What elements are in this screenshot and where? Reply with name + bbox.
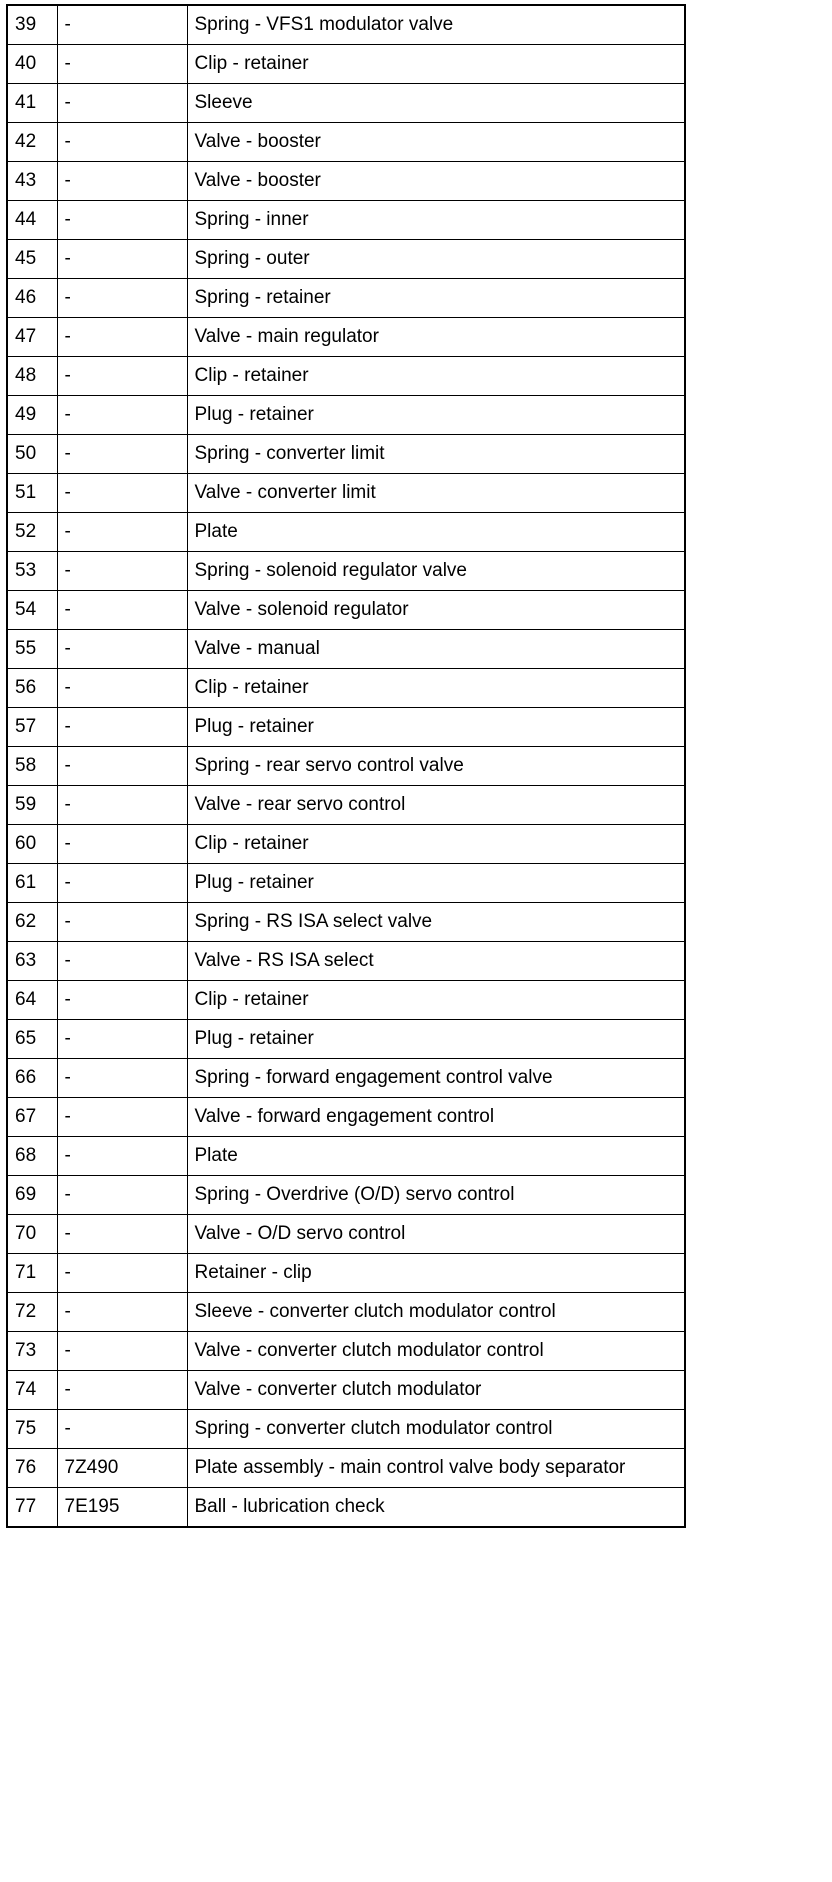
part-number-cell: - [57,864,187,903]
table-row [7,1488,685,1528]
item-number-cell: 40 [7,45,57,84]
table-row [7,1059,685,1098]
part-number-cell: - [57,1176,187,1215]
description-cell: Clip - retainer [187,669,685,708]
table-row [7,396,685,435]
part-number-cell: - [57,669,187,708]
item-number-cell: 60 [7,825,57,864]
item-number-cell: 61 [7,864,57,903]
item-number-cell: 65 [7,1020,57,1059]
description-cell: Spring - converter limit [187,435,685,474]
table-row [7,864,685,903]
description-cell: Spring - outer [187,240,685,279]
description-cell: Spring - Overdrive (O/D) servo control [187,1176,685,1215]
part-number-cell: - [57,279,187,318]
table-row [7,591,685,630]
item-number-cell: 59 [7,786,57,825]
table-row [7,981,685,1020]
part-number-cell: - [57,318,187,357]
description-cell: Sleeve [187,84,685,123]
description-cell: Clip - retainer [187,825,685,864]
item-number-cell: 58 [7,747,57,786]
table-row [7,1293,685,1332]
part-number-cell: - [57,1293,187,1332]
part-number-cell: - [57,513,187,552]
description-cell: Spring - rear servo control valve [187,747,685,786]
item-number-cell: 67 [7,1098,57,1137]
part-number-cell: - [57,45,187,84]
description-cell: Spring - solenoid regulator valve [187,552,685,591]
item-number-cell: 41 [7,84,57,123]
table-row [7,84,685,123]
table-row [7,1176,685,1215]
description-cell: Spring - converter clutch modulator control [187,1410,685,1449]
table-row [7,279,685,318]
part-number-cell: - [57,1254,187,1293]
description-cell: Spring - inner [187,201,685,240]
table-row [7,318,685,357]
table-row [7,123,685,162]
parts-table [6,4,686,1528]
table-row [7,825,685,864]
part-number-cell: - [57,5,187,45]
part-number-cell: - [57,786,187,825]
part-number-cell: - [57,474,187,513]
item-number-cell: 44 [7,201,57,240]
description-cell: Plug - retainer [187,396,685,435]
description-cell: Plug - retainer [187,1020,685,1059]
part-number-cell: - [57,1215,187,1254]
description-cell: Valve - main regulator [187,318,685,357]
part-number-cell: - [57,630,187,669]
table-row [7,45,685,84]
item-number-cell: 42 [7,123,57,162]
part-number-cell: - [57,1020,187,1059]
description-cell: Valve - booster [187,123,685,162]
part-number-cell: - [57,201,187,240]
description-cell: Plate [187,1137,685,1176]
part-number-cell: - [57,162,187,201]
item-number-cell: 47 [7,318,57,357]
table-row [7,513,685,552]
part-number-cell: - [57,240,187,279]
table-row [7,1020,685,1059]
description-cell: Spring - RS ISA select valve [187,903,685,942]
description-cell: Retainer - clip [187,1254,685,1293]
item-number-cell: 39 [7,5,57,45]
part-number-cell: - [57,396,187,435]
item-number-cell: 62 [7,903,57,942]
parts-table-body [7,5,685,1527]
table-row [7,1098,685,1137]
description-cell: Valve - booster [187,162,685,201]
item-number-cell: 64 [7,981,57,1020]
table-row [7,552,685,591]
description-cell: Clip - retainer [187,981,685,1020]
part-number-cell: - [57,1059,187,1098]
part-number-cell: - [57,591,187,630]
item-number-cell: 54 [7,591,57,630]
item-number-cell: 51 [7,474,57,513]
table-row [7,240,685,279]
item-number-cell: 70 [7,1215,57,1254]
description-cell: Clip - retainer [187,45,685,84]
item-number-cell: 72 [7,1293,57,1332]
item-number-cell: 50 [7,435,57,474]
part-number-cell: 7E195 [57,1488,187,1528]
description-cell: Valve - converter clutch modulator [187,1371,685,1410]
table-row [7,5,685,45]
part-number-cell: - [57,825,187,864]
table-row [7,942,685,981]
item-number-cell: 48 [7,357,57,396]
item-number-cell: 43 [7,162,57,201]
item-number-cell: 57 [7,708,57,747]
description-cell: Valve - forward engagement control [187,1098,685,1137]
table-row [7,1215,685,1254]
description-cell: Valve - O/D servo control [187,1215,685,1254]
description-cell: Valve - converter limit [187,474,685,513]
item-number-cell: 46 [7,279,57,318]
item-number-cell: 63 [7,942,57,981]
description-cell: Spring - VFS1 modulator valve [187,5,685,45]
item-number-cell: 55 [7,630,57,669]
item-number-cell: 45 [7,240,57,279]
item-number-cell: 73 [7,1332,57,1371]
table-row [7,357,685,396]
item-number-cell: 75 [7,1410,57,1449]
part-number-cell: - [57,981,187,1020]
part-number-cell: - [57,1098,187,1137]
part-number-cell: 7Z490 [57,1449,187,1488]
description-cell: Valve - solenoid regulator [187,591,685,630]
item-number-cell: 52 [7,513,57,552]
description-cell: Valve - rear servo control [187,786,685,825]
table-row [7,201,685,240]
description-cell: Valve - manual [187,630,685,669]
item-number-cell: 53 [7,552,57,591]
item-number-cell: 77 [7,1488,57,1528]
item-number-cell: 69 [7,1176,57,1215]
item-number-cell: 56 [7,669,57,708]
part-number-cell: - [57,357,187,396]
table-row [7,903,685,942]
description-cell: Clip - retainer [187,357,685,396]
table-row [7,162,685,201]
table-row [7,1371,685,1410]
part-number-cell: - [57,942,187,981]
description-cell: Plug - retainer [187,864,685,903]
table-row [7,474,685,513]
part-number-cell: - [57,708,187,747]
table-row [7,1137,685,1176]
description-cell: Sleeve - converter clutch modulator control [187,1293,685,1332]
item-number-cell: 76 [7,1449,57,1488]
table-row [7,786,685,825]
description-cell: Spring - retainer [187,279,685,318]
part-number-cell: - [57,435,187,474]
part-number-cell: - [57,903,187,942]
item-number-cell: 74 [7,1371,57,1410]
part-number-cell: - [57,84,187,123]
part-number-cell: - [57,552,187,591]
description-cell: Plate [187,513,685,552]
item-number-cell: 66 [7,1059,57,1098]
table-row [7,435,685,474]
table-row [7,1449,685,1488]
description-cell: Valve - RS ISA select [187,942,685,981]
item-number-cell: 49 [7,396,57,435]
part-number-cell: - [57,747,187,786]
part-number-cell: - [57,1137,187,1176]
item-number-cell: 68 [7,1137,57,1176]
description-cell: Plug - retainer [187,708,685,747]
part-number-cell: - [57,123,187,162]
table-row [7,1332,685,1371]
table-row [7,747,685,786]
table-row [7,708,685,747]
description-cell: Valve - converter clutch modulator control [187,1332,685,1371]
part-number-cell: - [57,1332,187,1371]
item-number-cell: 71 [7,1254,57,1293]
part-number-cell: - [57,1410,187,1449]
description-cell: Spring - forward engagement control valve [187,1059,685,1098]
table-row [7,630,685,669]
description-cell: Ball - lubrication check [187,1488,685,1528]
table-row [7,1410,685,1449]
part-number-cell: - [57,1371,187,1410]
table-row [7,1254,685,1293]
table-row [7,669,685,708]
description-cell: Plate assembly - main control valve body separator [187,1449,685,1488]
